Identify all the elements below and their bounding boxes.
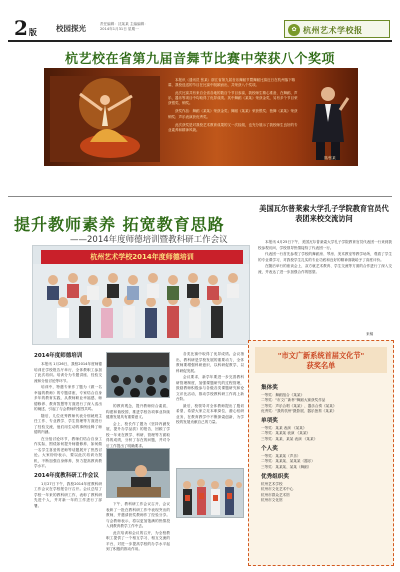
award-line: 杭州艺术学校 xyxy=(261,481,283,486)
award-header xyxy=(255,347,387,373)
meeting-photo xyxy=(106,352,170,398)
award-section-heading: 集体奖 xyxy=(261,385,278,391)
article-paragraph: 最后，校领导对全体教师提出了殷切希望，希望大家立足本职岗位，潜心钻研业务，在教育教学中不断探索创新，为学校的发展贡献自己的力量。 xyxy=(176,403,244,424)
masthead xyxy=(0,0,400,40)
article-paragraph: 1月27日下午，我校2014年度教科研工作会议在学校报告厅召开。会议总结了学校一年来的教科研工作，表彰了教科研先进个人，并对新一年的工作进行了部署。 xyxy=(34,481,102,508)
award-list-box xyxy=(248,340,394,566)
training-heading: 2014年度师德培训 xyxy=(34,353,83,359)
award-line: 三等奖：某某、某某 表演 《某某》 xyxy=(261,436,318,441)
article-paragraph: 各类比赛中取得了优异成绩。会议指出，教科研是学校发展的重要动力，全体教师要增强科研意识，以科研促教学，以科研促发展。 xyxy=(176,352,244,373)
right-article-title: 美国瓦尔普莱索大学孔子学院教育官员代表团来校交流访问 xyxy=(259,204,389,223)
school-logo-icon: ✿ xyxy=(288,24,300,36)
article-paragraph: 培训中，特邀专家作了题为《做一名幸福的教师》的专题讲座，专家结合自身多年的教育实践，从教师职业幸福感、师德修养、教育智慧等方面进行了深入浅出的阐述，引起了与会教师的强烈共鸣。 xyxy=(34,385,102,411)
section-divider xyxy=(8,196,392,197)
award-line: 优秀奖："我的杭州"摄影展、器乐独奏《某某》 xyxy=(261,408,337,413)
hero-photo-block xyxy=(44,68,358,166)
award-section-heading: 单项奖 xyxy=(261,418,278,425)
teachers-group-icon xyxy=(33,264,250,345)
article-paragraph: 随后，几位优秀教师代表分别就班主任工作、专业教学、学生管理等方面进行了经验交流，他们用生动的事例诠释了师德的内涵。 xyxy=(34,413,102,434)
article-paragraph: 在分组讨论环节，教师们结合自身工作实际，围绕如何提升师德修养、如何做一名学生喜爱的老师等话题展开了热烈讨论。大家纷纷表示，要以此次培训为契机，不断加强自身修养，努力提高教育教学水平。 xyxy=(34,436,102,468)
award-ceremony-icon xyxy=(177,469,244,518)
award-title-line2: 获奖名单 xyxy=(306,361,336,370)
hero-caption: 图/张某 xyxy=(324,156,336,160)
page-suffix: 版 xyxy=(28,27,37,37)
article-paragraph: 的教育观念，提升教师综合素质，构建和谐校园，推进学校各项事业持续健康发展具有重要意义。 xyxy=(106,404,170,419)
meta-line: 责任编辑：沈某某 主编编辑： xyxy=(100,22,148,26)
right-article-body xyxy=(258,240,392,276)
middle-column-top xyxy=(106,404,170,450)
award-line: 二等奖：某某某、某某某（器乐） xyxy=(261,459,315,464)
masthead-rule xyxy=(8,40,392,42)
hero-article-text xyxy=(168,78,300,136)
hero-paragraph: 此次获奖是对我校艺术教育成果的又一次检阅，也充分展示了我校师生良好的专业素养和精神风貌。 xyxy=(168,122,298,132)
award-line: 三等奖：某某某、某某（舞蹈） xyxy=(261,464,312,469)
banner-title: 杭艺校在省第九届音舞节比赛中荣获八个奖项 xyxy=(64,52,335,67)
award-line: 三等奖：声乐合唱《某某》、器乐合奏《某某》 xyxy=(261,403,337,408)
award-title-line1: "市文广新系统首届文化节" xyxy=(277,351,365,360)
hero-paragraph: 此次比赛共有来自全省各地的数百个节目参赛，我校师生精心准备，在舞蹈、声乐、器乐等项目中均取得了优异成绩。其中舞蹈《某某》荣获金奖，另有多个节目荣获银奖、铜奖。 xyxy=(168,91,298,106)
award-line: 杭州市文化艺术中心 xyxy=(261,487,294,492)
award-line: 一等奖：某某 表演 《某某》 xyxy=(261,426,307,431)
article-paragraph: 本报讯 4月25日下午，美国瓦尔普莱索大学孔子学院教育官员代表团一行来到我校参观访问，学校领导热情接待了代表团一行。 xyxy=(258,240,392,250)
awards-photo xyxy=(176,468,244,518)
award-line: 一等奖：某某某（声乐） xyxy=(261,454,301,459)
section-name: 校园探光 xyxy=(56,24,86,33)
feature-title: 提升教师素养 拓宽教育思路 xyxy=(14,215,225,234)
page-number-value: 2 xyxy=(14,16,28,40)
page-number xyxy=(14,16,37,40)
article-paragraph: 会上，校长作了题为《坚持内涵发展，提升办学品质》的报告，回顾了学校一年来在教学、科研、管理等方面取得的成绩，分析了存在的问题，并对今后工作提出了明确要求。 xyxy=(106,421,170,448)
article-paragraph: 此次培训和会议的召开，为全校教职工提供了一个相互学习、相互交流的平台，对进一步提高学校的办学水平起到了积极的推动作用。 xyxy=(106,530,170,551)
feature-subtitle: ——2014年度师德培训暨教科研工作会议 xyxy=(70,235,228,245)
group-photo xyxy=(32,245,250,345)
article-paragraph: 在随后举行的座谈会上，双方就艺术教育、学生交流等方面的合作进行了深入交流，并表达了进一步加强合作的愿望。 xyxy=(258,264,392,274)
award-line: 杭州市群众艺术馆 xyxy=(261,492,290,497)
third-column xyxy=(176,352,244,427)
hero-paragraph: 获奖作品：舞蹈《某某》荣获金奖；舞蹈《某某》荣获银奖；独舞《某某》荣获铜奖；声乐表演获优秀奖。 xyxy=(168,109,298,119)
brand-name: 杭州艺术学校报 xyxy=(303,26,363,35)
performer-photo xyxy=(306,82,350,160)
left-column xyxy=(34,350,102,510)
group-photo-banner: 杭州艺术学校2014年度师德培训 xyxy=(41,250,243,264)
article-paragraph: 下午，教科研工作会议召开，会议表彰了一批在教科研工作中表现突出的教师，并邀请获奖教师作了经验分享。与会教师表示，将以更加饱满的热情投入到教育教学工作中去。 xyxy=(106,502,170,528)
right-article-author: 来稿 xyxy=(366,332,374,336)
hero-paragraph: 本报讯（通讯员 张某）浙江省第九届音乐舞蹈节暨舞蹈比赛近日在杭州落下帷幕，我校选送的节目在比赛中脱颖而出，共荣获八个奖项。 xyxy=(168,78,296,88)
award-line: 二等奖：某某某 表演 《某某》 xyxy=(261,431,311,436)
speaker-photo xyxy=(106,448,170,498)
brand-box xyxy=(284,20,390,38)
award-line: 二等奖："市文广新杯"舞蹈大赛获奖作品 xyxy=(261,398,326,403)
middle-column-bottom xyxy=(106,502,170,554)
award-line: 一等奖：舞蹈组合《某某》 xyxy=(261,393,305,397)
meeting-audience-icon xyxy=(107,353,170,398)
article-paragraph: 会议要求，新学年要进一步完善教科研管理制度，加强课题研究的过程管理，鼓励教师积极参与各级各类课题研究和论文评比活动，推动学校教科研工作再上新台阶。 xyxy=(176,375,244,401)
award-section-heading: 优秀组织奖 xyxy=(261,473,289,480)
article-paragraph: 本报讯 1月26日，我校2014年度师德培训在学校报告厅举行，全体教职工参加了此次培训。培训分为专题讲座、经验交流和分组讨论等环节。 xyxy=(34,362,102,383)
award-line: 杭州市文化馆 xyxy=(261,497,283,502)
masthead-meta xyxy=(100,22,240,31)
research-heading: 2014年度教科研工作会议 xyxy=(34,472,99,479)
speaker-podium-icon xyxy=(107,449,170,498)
meta-line: 2014年1月31日 星期一 xyxy=(100,26,139,31)
article-paragraph: 代表团一行首先参观了学校的舞蹈房、琴房、美术教室等教学场所，观看了学生的专业课学习，对我校学生扎实的专业功底和良好的精神面貌给予了高度评价。 xyxy=(258,252,392,262)
award-section-heading: 个人奖 xyxy=(261,446,278,453)
dancer-photo xyxy=(50,76,160,162)
award-body xyxy=(261,381,389,503)
